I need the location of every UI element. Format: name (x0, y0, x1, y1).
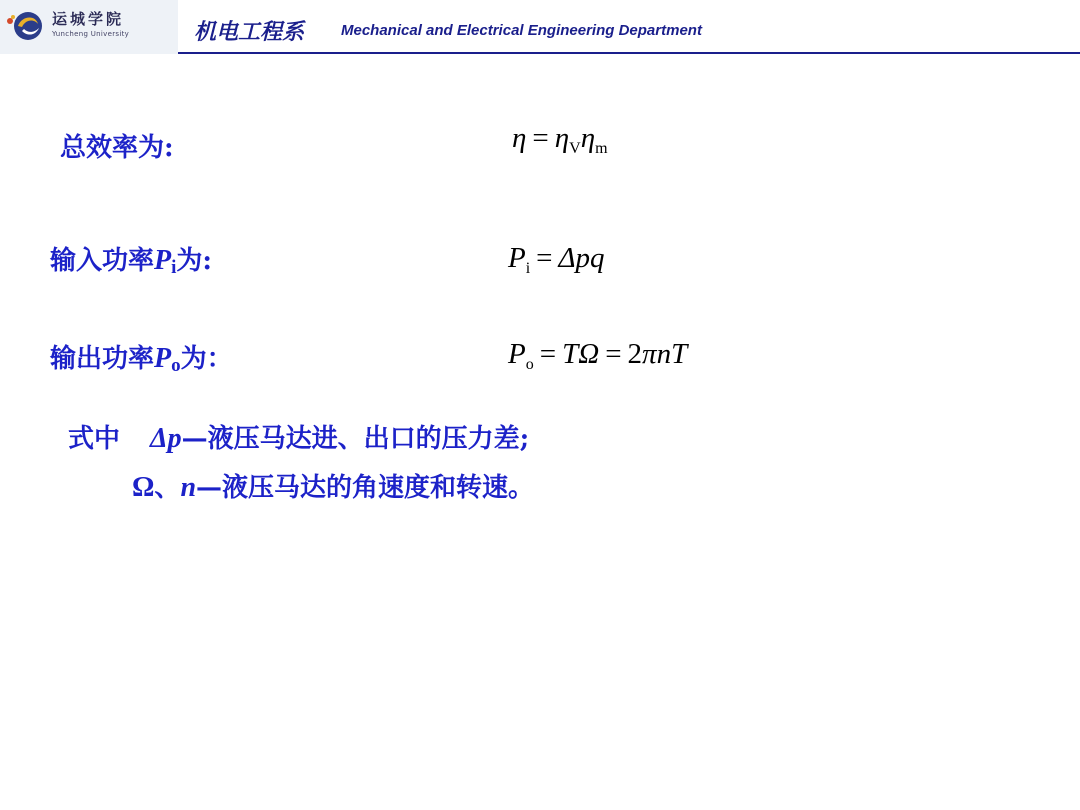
output-power-label (50, 338, 233, 377)
formula-term: P (508, 338, 526, 370)
note-line-2 (132, 467, 534, 504)
label-colon: ： (206, 344, 233, 374)
total-efficiency-label (60, 127, 174, 164)
label-text: 为 (176, 246, 203, 276)
label-colon: : (164, 133, 174, 163)
formula-term: TΩ (562, 338, 600, 370)
formula-term: η (512, 122, 527, 154)
header-divider (178, 52, 1080, 54)
label-symbol: P (154, 343, 172, 374)
label-colon: : (202, 246, 213, 276)
note-separator: 、 (154, 473, 181, 503)
equals-sign: = (536, 242, 553, 274)
note-symbol: Ω (132, 472, 155, 503)
note-line-1 (68, 418, 529, 455)
formula-number: 2 (627, 338, 643, 370)
formula-term: η (554, 122, 570, 154)
equals-sign: = (539, 338, 557, 370)
formula-subscript: m (595, 140, 608, 157)
label-text: 为 (180, 344, 207, 374)
department-title-en: Mechanical and Electrical Engineering Department (341, 22, 702, 39)
formula-term: η (580, 122, 596, 154)
label-text: 输出功率 (50, 344, 155, 374)
label-symbol: P (154, 245, 172, 276)
department-title-cn: 机电工程系 (194, 20, 305, 45)
label-subscript: i (171, 257, 177, 278)
formula-subscript: i (525, 260, 531, 277)
formula-term: πnT (642, 338, 688, 370)
label-subscript: o (171, 355, 181, 376)
university-name-en: Yuncheng University (52, 30, 130, 38)
output-power-formula (508, 338, 687, 374)
formula-subscript: V (569, 140, 581, 157)
university-emblem-icon (4, 9, 46, 43)
slide-header (0, 0, 1080, 54)
input-power-label (50, 240, 212, 279)
equals-sign: = (532, 122, 549, 154)
total-efficiency-formula (512, 122, 608, 158)
note-symbol: Δp (150, 423, 182, 454)
equals-sign: = (605, 338, 622, 370)
formula-subscript: o (525, 356, 534, 373)
formula-term: Δpq (558, 242, 605, 274)
input-power-formula (508, 242, 605, 278)
university-logo (0, 0, 178, 54)
note-text: —液压马达的角速度和转速。 (196, 473, 535, 503)
formula-term: P (508, 242, 526, 274)
note-text: —液压马达进、出口的压力差; (181, 424, 530, 454)
note-symbol: n (180, 472, 197, 503)
label-text: 输入功率 (50, 246, 155, 276)
note-prefix: 式中 (68, 424, 121, 454)
label-text: 总效率为 (60, 133, 165, 163)
university-name-cn: 运城学院 (52, 10, 125, 28)
